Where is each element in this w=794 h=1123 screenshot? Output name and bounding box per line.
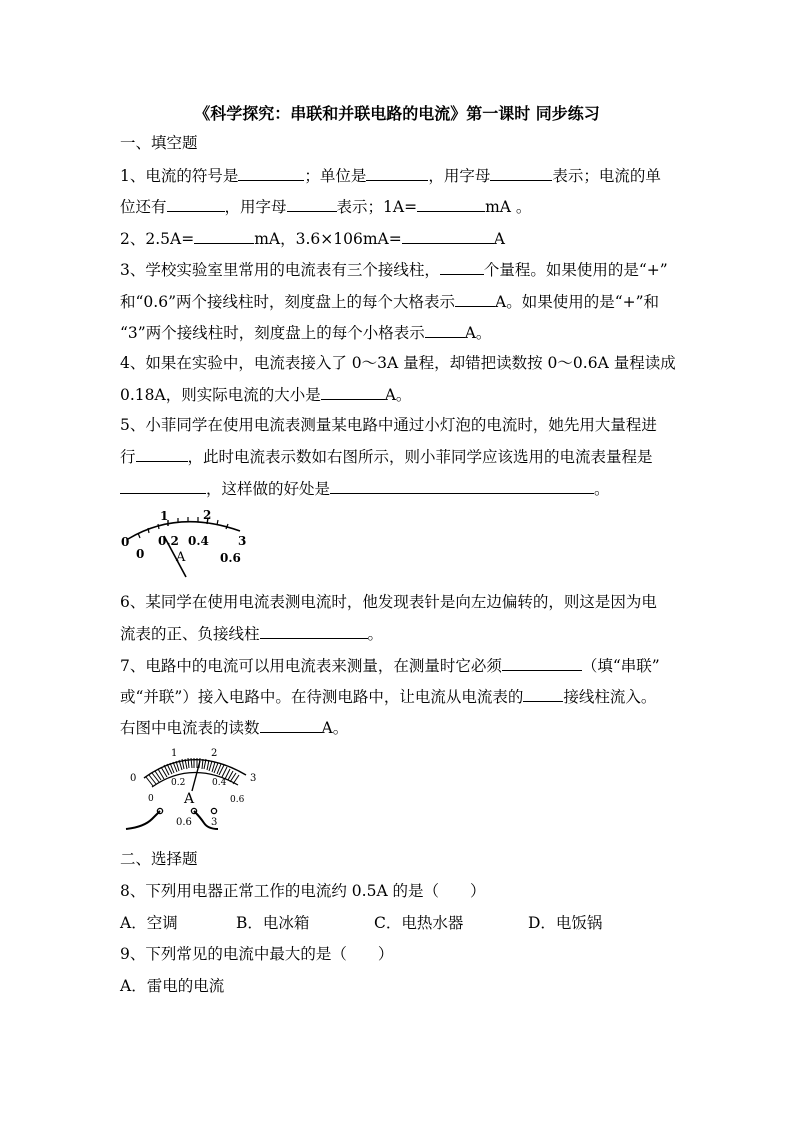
answer-blank[interactable] xyxy=(260,717,322,733)
question-2: 2、2.5A= mA，3.6×106mA= A xyxy=(120,230,505,248)
tick-label: 3 xyxy=(238,534,247,548)
terminal-label: 3 xyxy=(211,817,218,828)
option-b[interactable]: B．电冰箱 xyxy=(236,914,310,932)
tick-label: 0 xyxy=(148,794,154,804)
ammeter-figure-2 xyxy=(122,745,262,835)
page-title: 《科学探究：串联和并联电路的电流》第一课时 同步练习 xyxy=(194,104,600,123)
question-9-option-a[interactable]: A．雷电的电流 xyxy=(120,977,225,995)
terminal-3 xyxy=(211,808,216,813)
terminal-label: 0.6 xyxy=(176,817,192,828)
question-8-stem: 8、下列用电器正常工作的电流约 0.5A 的是（ ） xyxy=(120,882,486,900)
tick-label: 0.2 xyxy=(171,778,186,788)
option-d[interactable]: D．电饭锅 xyxy=(528,914,603,932)
answer-blank[interactable] xyxy=(321,384,385,400)
tick-label: 0 xyxy=(136,547,145,561)
meter-scale-arc xyxy=(128,522,240,539)
tick-label: 0.4 xyxy=(188,534,209,548)
tick-label: 2 xyxy=(203,508,212,522)
tick-label: 0 xyxy=(121,535,130,549)
answer-blank[interactable] xyxy=(523,686,563,702)
question-5-line-2: 行 ，此时电流表示数如右图所示，则小菲同学应该选用的电流表量程是 xyxy=(120,448,653,466)
option-a[interactable]: A．空调 xyxy=(120,914,178,932)
answer-blank[interactable] xyxy=(502,655,582,671)
ammeter-figure-1 xyxy=(118,505,253,580)
tick-label: 0.4 xyxy=(212,778,227,788)
answer-blank[interactable] xyxy=(238,165,304,181)
option-c[interactable]: C．电热水器 xyxy=(374,914,464,932)
tick-label: 0.6 xyxy=(230,795,245,805)
question-3-line-3: “3”两个接线柱时，刻度盘上的每个小格表示 A。 xyxy=(120,324,492,342)
section-heading-fill-blank: 一、填空题 xyxy=(120,134,198,152)
question-6-line-2: 流表的正、负接线柱 。 xyxy=(120,625,384,643)
answer-blank[interactable] xyxy=(194,228,254,244)
answer-blank[interactable] xyxy=(167,196,225,212)
question-7-line-1: 7、电路中的电流可以用电流表来测量，在测量时它必须 （填“串联” xyxy=(120,657,660,675)
answer-blank[interactable] xyxy=(417,196,485,212)
question-6-line-1: 6、某同学在使用电流表测电流时，他发现表针是向左边偏转的，则这是因为电 xyxy=(120,593,657,611)
answer-blank[interactable] xyxy=(120,478,206,494)
question-5-line-3: ，这样做的好处是 。 xyxy=(120,478,610,499)
question-5-line-1: 5、小菲同学在使用电流表测量某电路中通过小灯泡的电流时，她先用大量程进 xyxy=(120,416,657,434)
tick-label: 0.2 xyxy=(158,534,179,548)
answer-blank[interactable] xyxy=(440,259,484,275)
section-heading-multiple-choice: 二、选择题 xyxy=(120,850,198,868)
answer-blank[interactable] xyxy=(330,478,594,494)
question-1-line-2: 位还有 ，用字母 表示；1A= mA 。 xyxy=(120,198,532,216)
tick-label: 1 xyxy=(171,748,178,759)
question-4-line-2: 0.18A，则实际电流的大小是 A。 xyxy=(120,386,412,404)
answer-blank[interactable] xyxy=(260,623,368,639)
tick-label: 0 xyxy=(130,773,137,784)
question-4-line-1: 4、如果在实验中，电流表接入了 0～3A 量程，却错把读数按 0～0.6A 量程读成 xyxy=(120,354,676,372)
meter-needle xyxy=(192,761,200,791)
question-1-line-1: 1、电流的符号是 ；单位是 ，用字母 表示；电流的单 xyxy=(120,167,661,185)
question-9-stem: 9、下列常见的电流中最大的是（ ） xyxy=(120,945,394,963)
meter-unit-label: A xyxy=(184,791,195,807)
tick-label: 2 xyxy=(211,748,218,759)
question-7-line-2: 或“并联”）接入电路中。在待测电路中，让电流从电流表的 接线柱流入。 xyxy=(120,688,657,706)
question-3-line-2: 和“0.6”两个接线柱时，刻度盘上的每个大格表示 A。如果使用的是“+”和 xyxy=(120,293,660,311)
question-7-line-3: 右图中电流表的读数 A。 xyxy=(120,719,349,737)
answer-blank[interactable] xyxy=(455,291,495,307)
meter-unit-label: A xyxy=(176,550,186,565)
question-3-line-1: 3、学校实验室里常用的电流表有三个接线柱， 个量程。如果使用的是“+” xyxy=(120,261,668,279)
answer-blank[interactable] xyxy=(402,228,494,244)
answer-blank[interactable] xyxy=(490,165,552,181)
answer-blank[interactable] xyxy=(287,196,337,212)
answer-blank[interactable] xyxy=(136,446,188,462)
answer-blank[interactable] xyxy=(425,322,465,338)
tick-label: 0.6 xyxy=(220,551,241,565)
answer-blank[interactable] xyxy=(366,165,428,181)
question-8-options xyxy=(120,913,602,933)
connecting-wire-left xyxy=(126,811,160,829)
tick-label: 3 xyxy=(250,773,257,784)
tick-label: 1 xyxy=(160,509,169,523)
